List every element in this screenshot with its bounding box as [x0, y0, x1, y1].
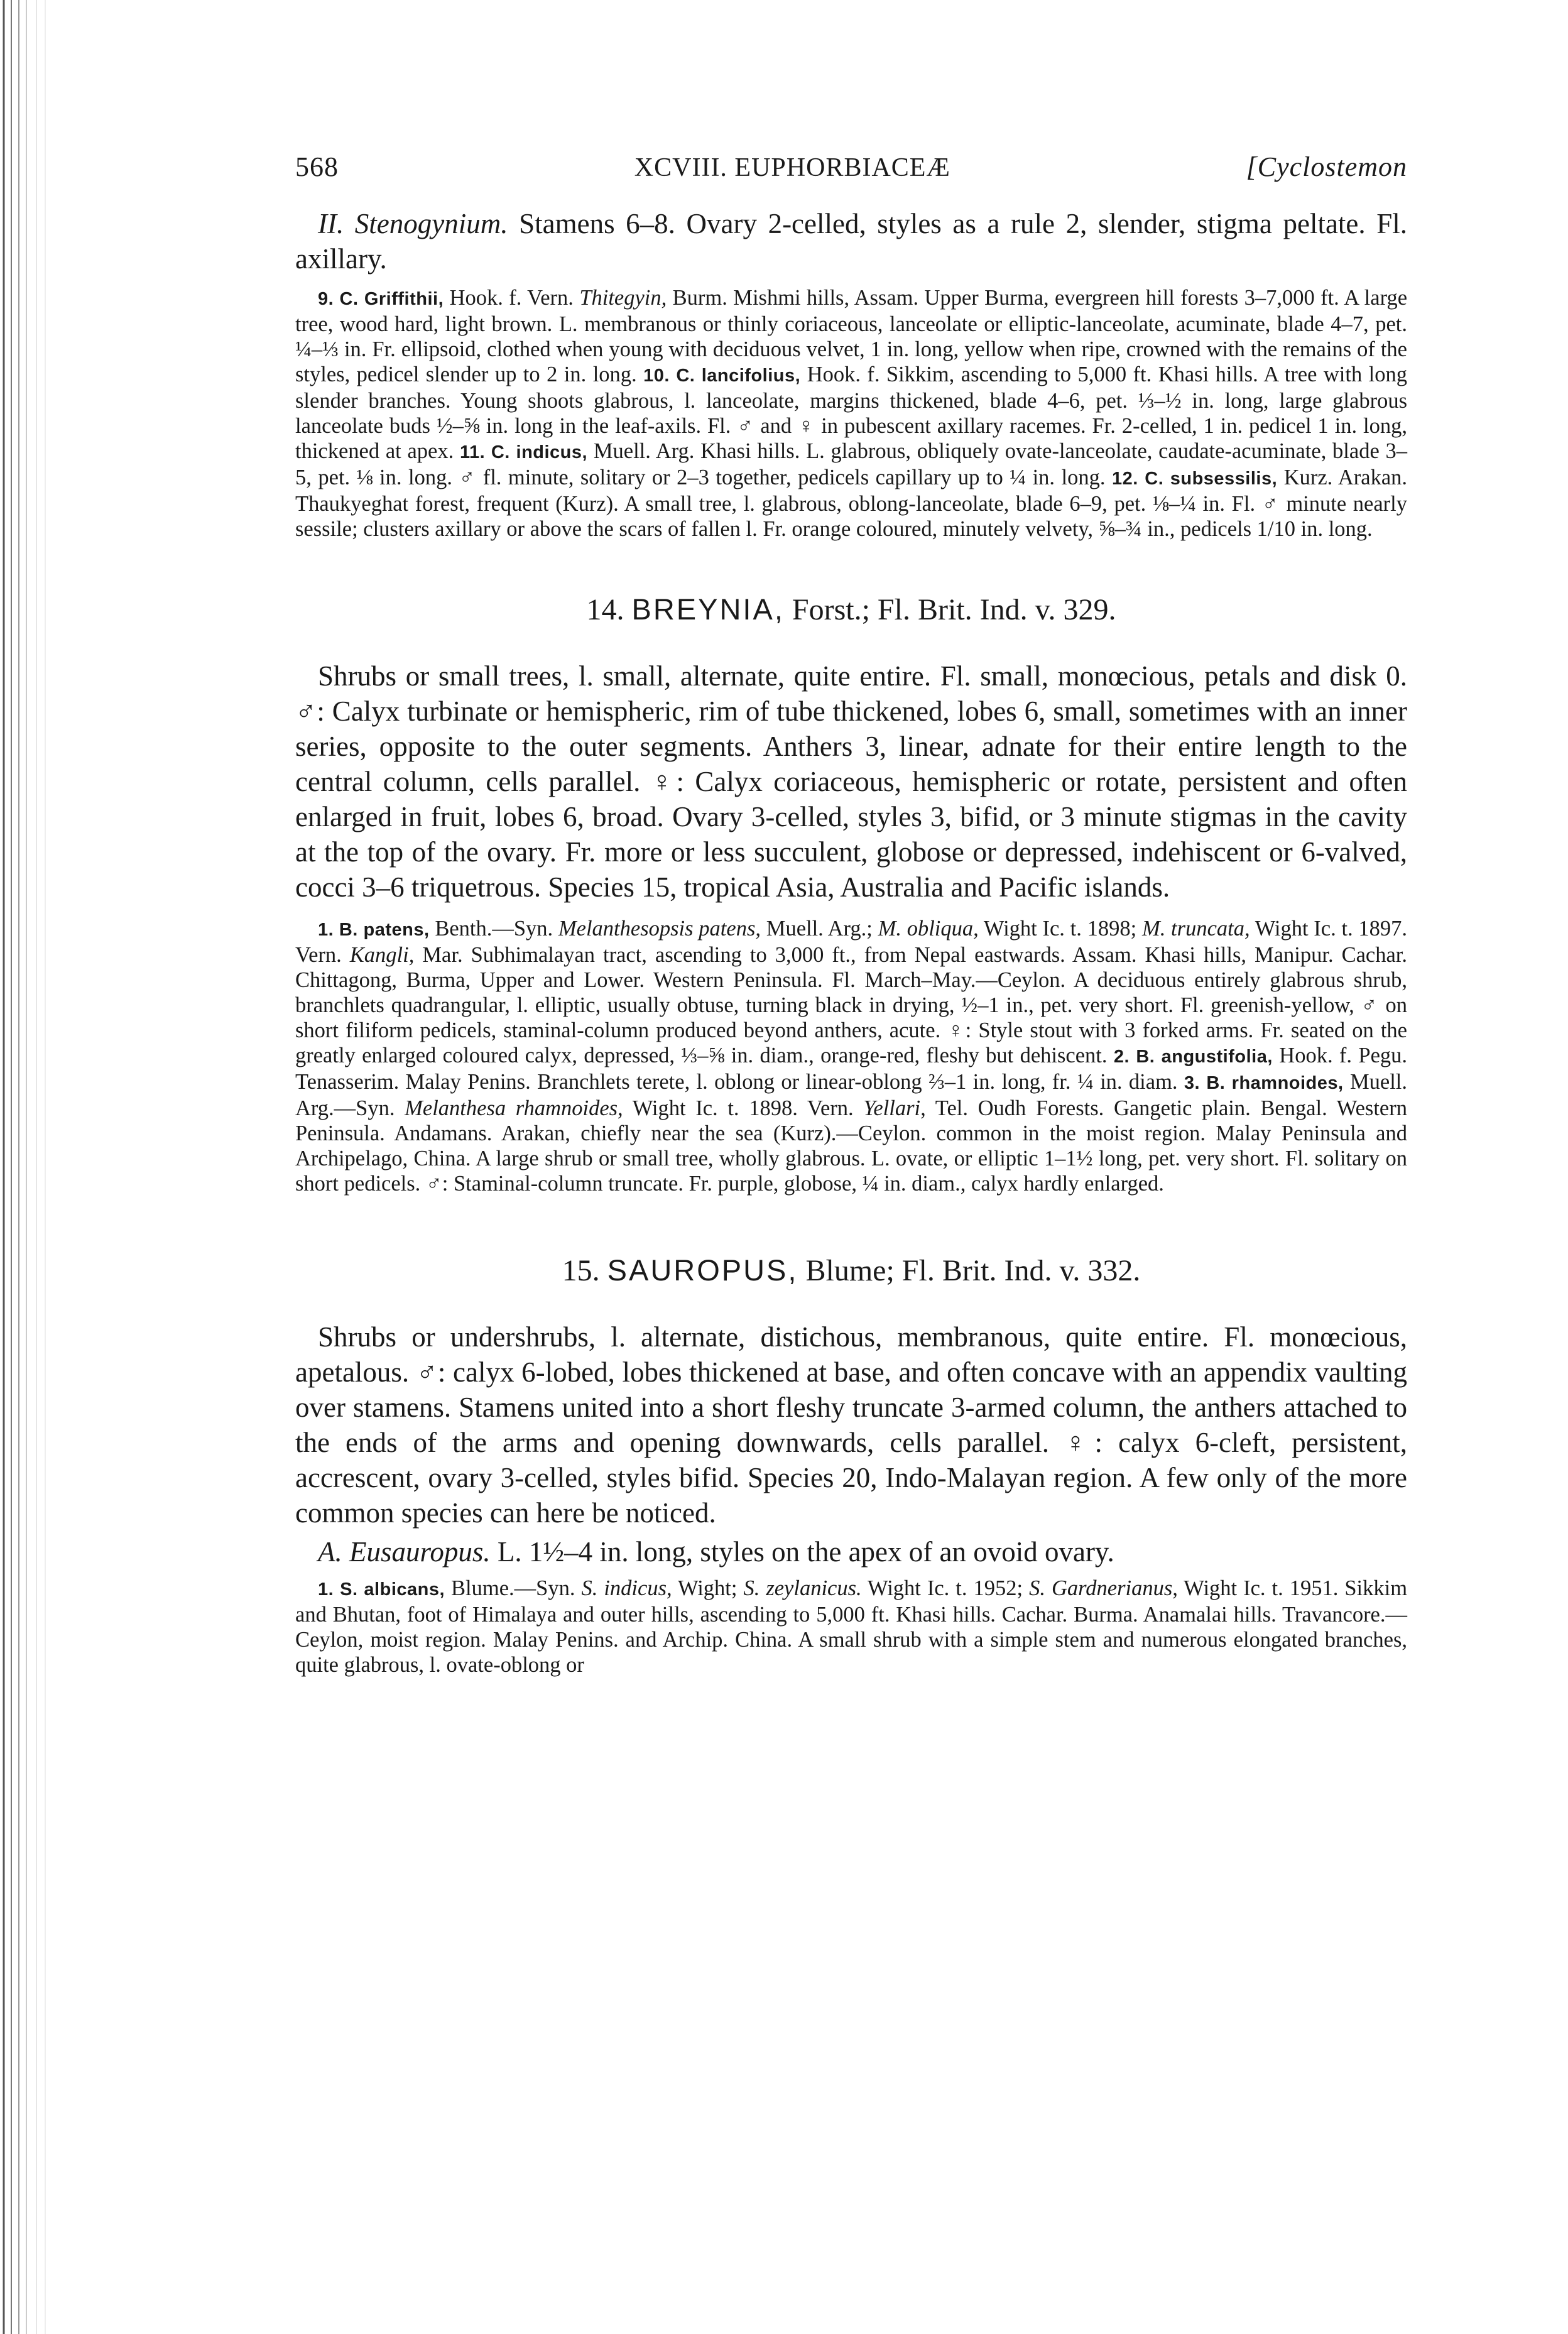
- synonym: Melanthesa rhamnoides,: [405, 1096, 623, 1120]
- genus-number: 14.: [586, 593, 624, 626]
- species-name: 11. C. indicus,: [459, 442, 588, 462]
- synonym: M. truncata,: [1141, 917, 1250, 941]
- genus-number: 15.: [562, 1254, 600, 1287]
- subsection-eusauropus: [295, 1534, 1407, 1569]
- species-name: 3. B. rhamnoides,: [1184, 1073, 1344, 1093]
- genus-authority: Blume; Fl. Brit. Ind. v. 332.: [805, 1254, 1141, 1287]
- family-title: XCVIII. EUPHORBIACEÆ: [634, 153, 950, 182]
- book-page: [295, 151, 1407, 2287]
- species-text: Benth.—Syn.: [435, 917, 553, 941]
- species-text: Wight Ic. t. 1952;: [868, 1576, 1023, 1600]
- species-name: 9. C. Griffithii,: [318, 289, 444, 309]
- species-text: Mar. Subhimalayan tract, ascending to 3,000 ft., from Nepal eastwards. Assam. Khasi hills, Manipur. Cachar. Chittagong, Burma, Upper and Lower. Western Peninsula. Fl. March–May.—Ceylon. A deciduous entirely glabrous shrub, branchlets quadrangular, l. elliptic, usually obtuse, turning black in drying, ½–1 in., pet. very short. Fl. greenish-yellow, ♂ on short filiform pedicels, staminal-column produced beyond anthers, acute. ♀: Style stout with 3 forked arms. Fr. seated on the greatly enlarged coloured calyx, depressed, ⅓–⅝ in. diam., orange-red, fleshy but dehiscent.: [295, 943, 1407, 1067]
- genus-heading-sauropus: [295, 1253, 1407, 1288]
- genus-name: BREYNIA,: [631, 592, 785, 626]
- synonym: Melanthesopsis patens,: [558, 917, 761, 941]
- species-text: Muell. Arg.;: [766, 917, 873, 941]
- synonym: S. Gardnerianus,: [1029, 1576, 1178, 1600]
- species-text: Wight Ic. t. 1951. Sikkim and Bhutan, foot of Himalaya and outer hills, ascending to 5,000 ft. Khasi hills. Cachar. Burma. Anamalai hills. Travancore.—Ceylon, moist region. Malay Penins. and Archip. China. A small shrub with a simple stem and numerous elongated branches, quite glabrous, l. ovate-oblong or: [295, 1576, 1408, 1677]
- vernacular-name: Yellari,: [863, 1096, 926, 1120]
- species-text: Wight;: [678, 1576, 738, 1600]
- species-text: Wight Ic. t. 1897. Vern.: [295, 917, 1408, 967]
- subsection-text: L. 1½–4 in. long, styles on the apex of an ovoid ovary.: [497, 1536, 1114, 1568]
- species-name: 12. C. subsessilis,: [1112, 469, 1278, 489]
- species-text: Hook. f. Pegu. Tenasserim. Malay Penins. Branchlets terete, l. oblong or linear-oblong ⅔–1 in. long, fr. ¼ in. diam.: [295, 1044, 1408, 1094]
- species-text: Hook. f. Vern.: [449, 286, 574, 310]
- page-number: 568: [295, 151, 339, 182]
- species-text: Hook. f. Sikkim, ascending to 5,000 ft. Khasi hills. A tree with long slender branches. Young shoots glabrous, l. lanceolate, margins thickened, blade 4–6, pet. ⅓–½ in. long, large glabrous lanceolate buds ½–⅝ in. long in the leaf-axils. Fl. ♂ and ♀ in pubescent axillary racemes. Fr. 2-celled, 1 in. pedicel 1 in. long, thickened at apex.: [295, 363, 1408, 463]
- sauropus-species-entries: [295, 1576, 1407, 1677]
- species-name: 2. B. angustifolia,: [1113, 1047, 1273, 1067]
- species-name: 1. S. albicans,: [318, 1579, 445, 1600]
- species-name: 1. B. patens,: [318, 920, 430, 940]
- sauropus-description: Shrubs or undershrubs, l. alternate, distichous, membranous, quite entire. Fl. monœcious, apetalous. ♂: calyx 6-lobed, lobes thickened at base, and often concave with an appendix vaulting over stamens. Stamens united into a short fleshy truncate 3-armed column, the anthers attached to the ends of the arms and opening downwards, cells parallel. ♀: calyx 6-cleft, persistent, accrescent, ovary 3-celled, styles bifid. Species 20, Indo-Malayan region. A few only of the more common species can here be noticed.: [295, 1321, 1407, 1529]
- species-text: Muell. Arg.—Syn.: [295, 1070, 1407, 1120]
- section-text: Stamens 6–8. Ovary 2-celled, styles as a rule 2, slender, stigma peltate. Fl. axillary.: [295, 208, 1408, 275]
- section-title: II. Stenogynium.: [318, 208, 508, 239]
- species-name: 10. C. lancifolius,: [643, 366, 801, 386]
- species-text: Tel. Oudh Forests. Gangetic plain. Bengal. Western Peninsula. Andamans. Arakan, chiefly near the sea (Kurz).—Ceylon. common in the moist region. Malay Peninsula and Archipelago, China. A large shrub or small tree, wholly glabrous. L. ovate, or elliptic 1–1½ long, pet. very short. Fl. solitary on short pedicels. ♂: Staminal-column truncate. Fr. purple, globose, ¼ in. diam., calyx hardly enlarged.: [295, 1096, 1407, 1196]
- subsection-title: A. Eusauropus.: [318, 1536, 491, 1568]
- species-text: Muell. Arg. Khasi hills. L. glabrous, obliquely ovate-lanceolate, caudate-acuminate, blade 3–5, pet. ⅛ in. long. ♂ fl. minute, solitary or 2–3 together, pedicels capillary up to ¼ in. long.: [295, 439, 1407, 489]
- vernacular-name: Kangli,: [349, 943, 415, 967]
- genus-name: SAUROPUS,: [607, 1253, 798, 1287]
- species-text: Kurz. Arakan. Thaukyeghat forest, frequent (Kurz). A small tree, l. glabrous, oblong-lanceolate, blade 6–9, pet. ⅛–¼ in. Fl. ♂ minute nearly sessile; clusters axillary or above the scars of fallen l. Fr. orange coloured, minutely velvety, ⅝–¾ in., pedicels 1/10 in. long.: [295, 466, 1408, 541]
- cyclostemon-species-entries: [295, 285, 1407, 542]
- running-head: [295, 151, 1407, 201]
- vernacular-name: Thitegyin,: [579, 286, 667, 310]
- synonym: M. obliqua,: [878, 917, 979, 941]
- synonym: S. zeylanicus.: [743, 1576, 862, 1600]
- species-text: Wight Ic. t. 1898. Vern.: [632, 1096, 854, 1120]
- species-text: Burm. Mishmi hills, Assam. Upper Burma, evergreen hill forests 3–7,000 ft. A large tree, wood hard, light brown. L. membranous or thinly coriaceous, lanceolate or elliptic-lanceolate, acuminate, blade 4–7, pet. ¼–⅓ in. Fr. ellipsoid, clothed when young with deciduous velvet, 1 in. long, yellow when ripe, crowned with the remains of the styles, pedicel slender up to 2 in. long.: [295, 286, 1408, 386]
- genus-reference: [Cyclostemon: [1246, 151, 1407, 182]
- breynia-species-entries: [295, 916, 1407, 1196]
- genus-authority: Forst.; Fl. Brit. Ind. v. 329.: [792, 593, 1116, 626]
- species-text: Blume.—Syn.: [451, 1576, 575, 1600]
- synonym: S. indicus,: [581, 1576, 672, 1600]
- genus-heading-breynia: [295, 592, 1407, 627]
- breynia-description: Shrubs or small trees, l. small, alternate, quite entire. Fl. small, monœcious, petals and disk 0. ♂: Calyx turbinate or hemispheric, rim of tube thickened, lobes 6, small, sometimes with an inner series, opposite to the outer segments. Anthers 3, linear, adnate for their entire length to the central column, cells parallel. ♀: Calyx coriaceous, hemispheric or rotate, persistent and often enlarged in fruit, lobes 6, broad. Ovary 3-celled, styles 3, bifid, or 3 minute stigmas in the cavity at the top of the ovary. Fr. more or less succulent, globose or depressed, indehiscent or 6-valved, cocci 3–6 triquetrous. Species 15, tropical Asia, Australia and Pacific islands.: [295, 660, 1407, 903]
- section-stenogynium: [295, 206, 1407, 276]
- species-text: Wight Ic. t. 1898;: [983, 917, 1137, 941]
